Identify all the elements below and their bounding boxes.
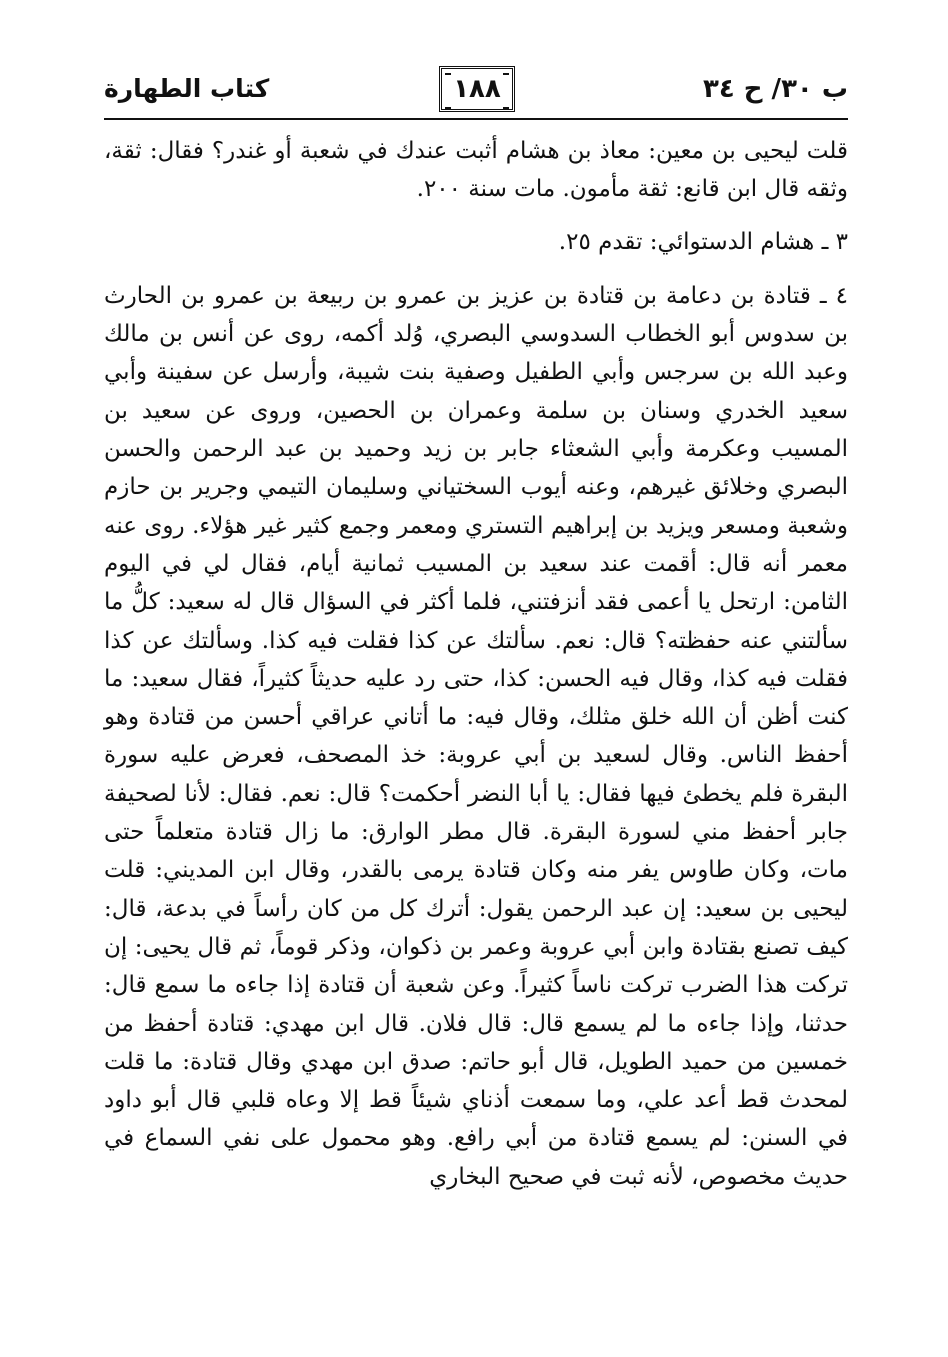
paragraph-narrator-4: ٤ ـ قتادة بن دعامة بن قتادة بن عزيز بن عمرو بن ربيعة بن عمرو بن الحارث بن سدوس أبو الخطاب السدوسي البصري، وُلد أكمه، روى عن أنس بن مالك وعبد الله بن سرجس وأبي الطفيل وصفية بنت شيبة، وأرسل عن سفينة وأبي سعيد الخدري وسنان بن سلمة وعمران بن الحصين، وروى عن سعيد بن المسيب وعكرمة وأبي الشعثاء جابر بن زيد وحميد بن عبد الرحمن والحسن البصري وخلائق غيرهم، وعنه أيوب السختياني وسليمان التيمي وجرير بن حازم وشعبة ومسعر ويزيد بن إبراهيم التستري ومعمر وجمع كثير غير هؤلاء. روى عنه معمر أنه قال: أقمت عند سعيد بن المسيب ثمانية أيام، فقال لي في اليوم الثامن: ارتحل يا أعمى فقد أنزفتني، فلما أكثر في السؤال قال له سعيد: كلُّ ما سألتني عنه حفظته؟ قال: نعم. سألتك عن كذا فقلت فيه كذا. وسألتك عن كذا فقلت فيه كذا، وقال فيه الحسن: كذا، حتى رد عليه حديثاً كثيراً، فقال سعيد: ما كنت أظن أن الله خلق مثلك، وقال فيه: ما أتاني عراقي أحسن من قتادة وهو أحفظ الناس. وقال لسعيد بن أبي عروبة: خذ المصحف، فعرض عليه سورة البقرة فلم يخطئ فيها فقال: يا أبا النضر أحكمت؟ قال: نعم. فقال: لأنا لصحيفة جابر أحفظ مني لسورة البقرة. قال مطر الوارق: ما زال قتادة متعلماً حتى مات، وكان طاوس يفر منه وكان قتادة يرمى بالقدر، وقال ابن المديني: قلت ليحيى بن سعيد: إن عبد الرحمن يقول: أترك كل من كان رأساً في بدعة، قال: كيف تصنع بقتادة وابن أبي عروبة وعمر بن ذكوان، وذكر قوماً، ثم قال يحيى: إن تركت هذا الضرب تركت ناساً كثيراً. وعن شعبة أن قتادة إذا جاءه ما سمع قال: حدثنا، وإذا جاءه ما لم يسمع قال: قال فلان. قال ابن مهدي: قتادة أحفظ من خمسين من حميد الطويل، قال أبو حاتم: صدق ابن مهدي وقال قتادة: ما قلت لمحدث قط أعد علي، وما سمعت أذناي شيئاً قط إلا وعاه قلبي قال أبو داود في السنن: لم يسمع قتادة من أبي رافع. وهو محمول على نفي السماع في حديث مخصوص، لأنه ثبت في صحيح البخاري bbox=[104, 282, 848, 1190]
paragraph-narrator-2: قلت ليحيى بن معين: معاذ بن هشام أثبت عندك في شعبة أو غندر؟ فقال: ثقة، وثقه قال ابن قانع: ثقة مأمون. مات سنة ٢٠٠. bbox=[104, 138, 848, 203]
book-title: كتاب الطهارة bbox=[104, 74, 270, 103]
chapter-reference: ب ٣٠/ ح ٣٤ bbox=[702, 74, 848, 104]
header-divider bbox=[104, 118, 848, 120]
page-body bbox=[104, 132, 848, 1196]
paragraph-narrator-3: ٣ ـ هشام الدستوائي: تقدم ٢٥. bbox=[558, 228, 848, 255]
page-number: ١٨٨ bbox=[439, 66, 515, 112]
page-header bbox=[104, 66, 848, 120]
